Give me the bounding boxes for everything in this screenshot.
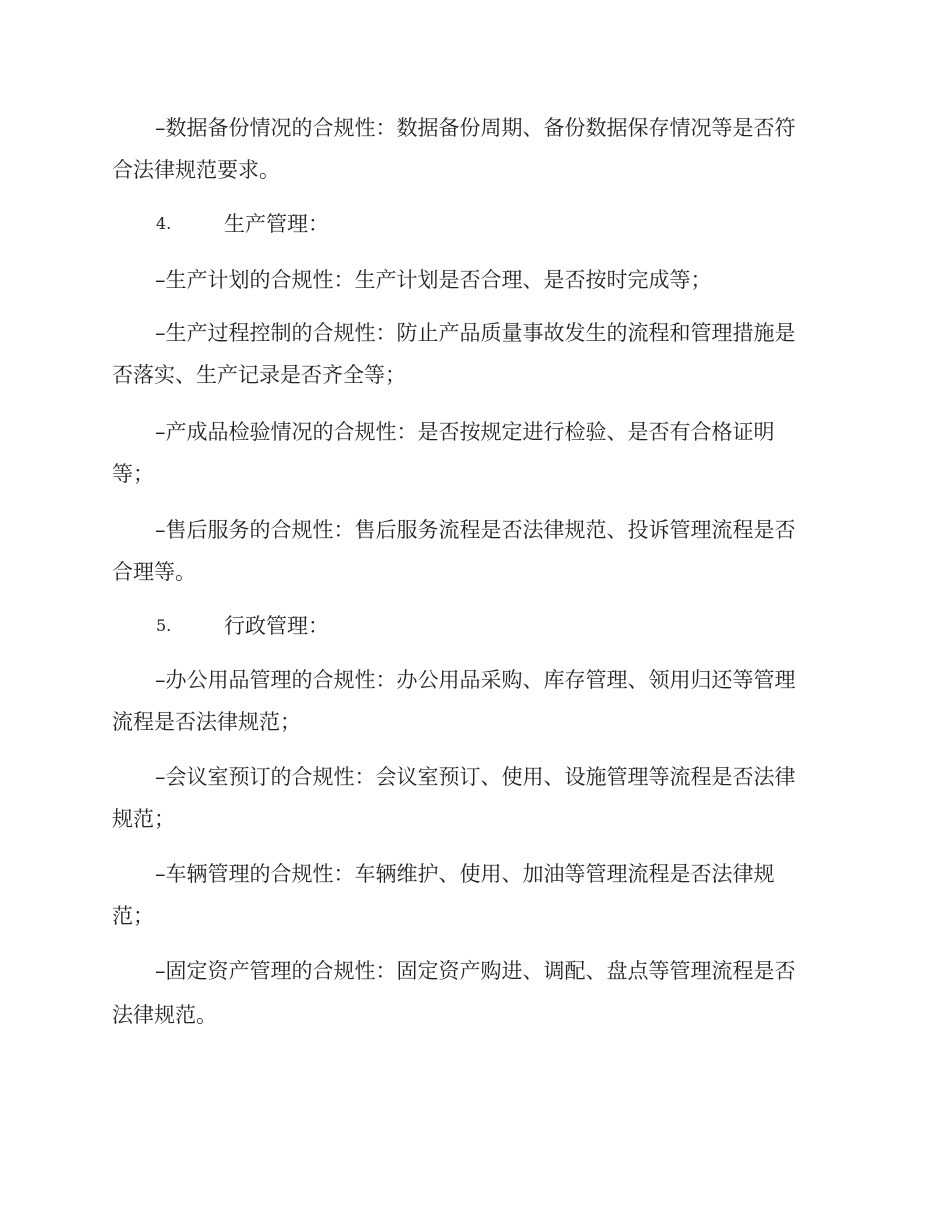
section-number: 5. bbox=[156, 616, 172, 635]
section-title: 行政管理： bbox=[224, 614, 329, 638]
paragraph-office-supplies-line-2: 流程是否法律规范； bbox=[112, 710, 301, 734]
paragraph-process-control-line-2: 否落实、生产记录是否齐全等； bbox=[112, 363, 406, 387]
paragraph-fixed-assets-line-1: –固定资产管理的合规性：固定资产购进、调配、盘点等管理流程是否 bbox=[155, 959, 796, 983]
paragraph-office-supplies-line-1: –办公用品管理的合规性：办公用品采购、库存管理、领用归还等管理 bbox=[155, 668, 796, 692]
paragraph-process-control-line-1: –生产过程控制的合规性：防止产品质量事故发生的流程和管理措施是 bbox=[155, 321, 796, 345]
paragraph-after-sales-line-2: 合理等。 bbox=[112, 560, 196, 584]
paragraph-vehicle-line-2: 范； bbox=[112, 904, 154, 928]
paragraph-after-sales-line-1: –售后服务的合规性：售后服务流程是否法律规范、投诉管理流程是否 bbox=[155, 518, 796, 542]
section-number: 4. bbox=[156, 214, 172, 233]
paragraph-production-plan-line-1: –生产计划的合规性：生产计划是否合理、是否按时完成等； bbox=[155, 268, 712, 292]
paragraph-vehicle-line-1: –车辆管理的合规性：车辆维护、使用、加油等管理流程是否法律规 bbox=[155, 862, 775, 886]
section-title: 生产管理： bbox=[224, 212, 329, 236]
paragraph-fixed-assets-line-2: 法律规范。 bbox=[112, 1003, 217, 1027]
paragraph-meeting-room-line-2: 规范； bbox=[112, 807, 175, 831]
paragraph-data-backup-line-1: –数据备份情况的合规性：数据备份周期、备份数据保存情况等是否符 bbox=[155, 116, 796, 140]
paragraph-inspection-line-2: 等； bbox=[112, 462, 154, 486]
paragraph-data-backup-line-2: 合法律规范要求。 bbox=[112, 158, 280, 182]
paragraph-inspection-line-1: –产成品检验情况的合规性：是否按规定进行检验、是否有合格证明 bbox=[155, 420, 775, 444]
paragraph-meeting-room-line-1: –会议室预订的合规性：会议室预订、使用、设施管理等流程是否法律 bbox=[155, 765, 796, 789]
